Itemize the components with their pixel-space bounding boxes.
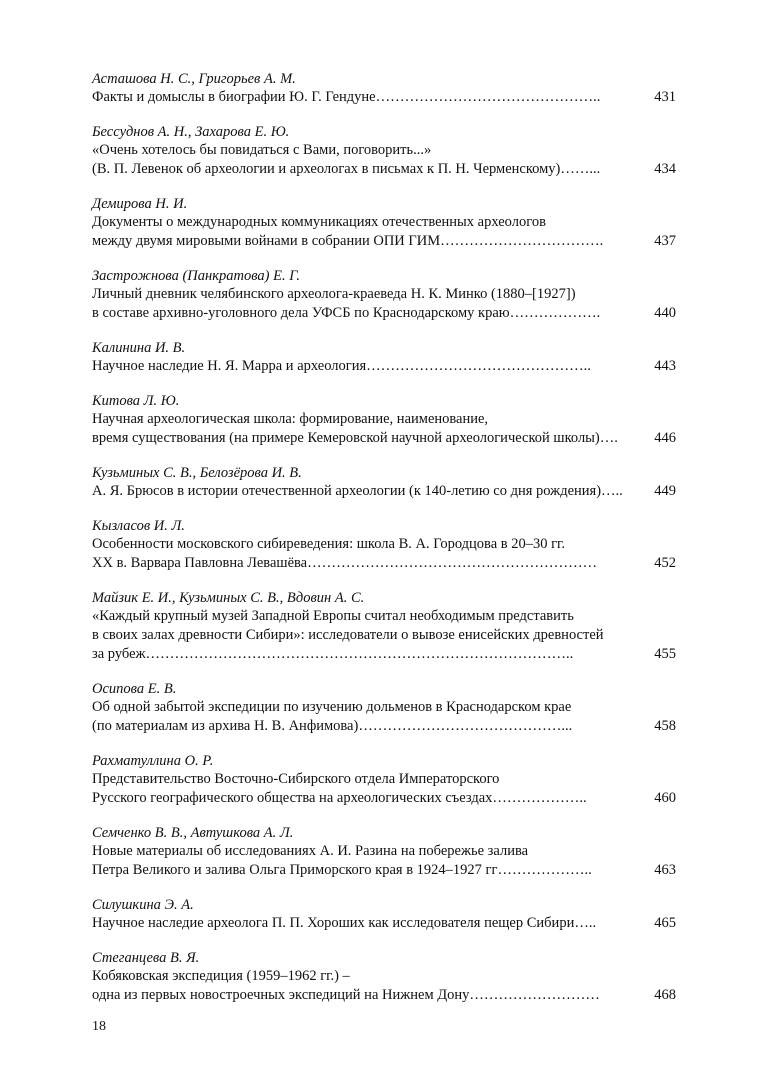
entry-title-text: между двумя мировыми войнами в собрании ОПИ ГИМ……………………………. [92,233,604,249]
entry-title-text: время существования (на примере Кемеровской научной археологической школы)…. [92,430,618,446]
entry-title-line: Документы о международных коммуникациях отечественных археологов [92,214,546,230]
entry-page-number: 452 [654,555,676,571]
toc-entry [92,339,676,376]
entry-title-last-line [92,986,676,1005]
table-of-contents [92,70,676,1021]
toc-entry [92,267,676,323]
entry-authors: Семченко В. В., Автушкова А. Л. [92,825,294,841]
entry-title-text: Научное наследие археолога П. П. Хороших как исследователя пещер Сибири….. [92,915,597,931]
entry-title-last-line [92,482,676,501]
entry-title-text: одна из первых новостроечных экспедиций на Нижнем Дону……………………… [92,987,600,1003]
entry-page-number: 446 [654,430,676,446]
entry-title-text: А. Я. Брюсов в истории отечественной археологии (к 140-летию со дня рождения)….. [92,483,623,499]
entry-title-last-line [92,232,676,251]
entry-title-last-line [92,645,676,664]
entry-authors: Осипова Е. В. [92,681,177,697]
entry-title-line: Об одной забытой экспедиции по изучению дольменов в Краснодарском крае [92,699,572,715]
entry-authors: Майзик Е. И., Кузьминых С. В., Вдовин А. С. [92,590,365,606]
entry-page-number: 458 [654,718,676,734]
entry-title-last-line [92,160,676,179]
entry-authors: Стеганцева В. Я. [92,950,200,966]
entry-title-text: Факты и домыслы в биографии Ю. Г. Гендуне……………………………………….. [92,89,601,105]
entry-title-line: Научная археологическая школа: формирование, наименование, [92,411,489,427]
entry-title-last-line [92,554,676,573]
page-number: 18 [92,1019,106,1034]
toc-entry [92,195,676,251]
toc-entry [92,392,676,448]
toc-entry [92,824,676,880]
entry-title-text: (по материалам из архива Н. В. Анфимова)……………………………………... [92,718,573,734]
entry-authors: Асташова Н. С., Григорьев А. М. [92,71,296,87]
toc-entry [92,70,676,107]
entry-authors: Застрожнова (Панкратова) Е. Г. [92,268,301,284]
entry-page-number: 449 [654,483,676,499]
entry-page-number: 431 [654,89,676,105]
entry-title-line: Новые материалы об исследованиях А. И. Разина на побережье залива [92,843,529,859]
entry-page-number: 455 [654,646,676,662]
entry-authors: Калинина И. В. [92,340,186,356]
entry-title-last-line [92,88,676,107]
entry-authors: Рахматуллина О. Р. [92,753,214,769]
entry-title-text: Петра Великого и залива Ольга Приморского края в 1924–1927 гг……………….. [92,862,592,878]
entry-title-last-line [92,357,676,376]
entry-title-line: Личный дневник челябинского археолога-краеведа Н. К. Минко (1880–[1927]) [92,286,576,302]
entry-title-last-line [92,429,676,448]
entry-title-text: в составе архивно-уголовного дела УФСБ по Краснодарскому краю………………. [92,305,601,321]
entry-title-line: Особенности московского сибиреведения: школа В. А. Городцова в 20–30 гг. [92,536,565,552]
entry-authors: Демирова Н. И. [92,196,188,212]
entry-authors: Силушкина Э. А. [92,897,194,913]
entry-title-line: в своих залах древности Сибири»: исследователи о вывозе енисейских древностей [92,627,604,643]
entry-authors: Кызласов И. Л. [92,518,185,534]
entry-authors: Кузьминых С. В., Белозёрова И. В. [92,465,302,481]
entry-page-number: 440 [654,305,676,321]
entry-title-text: XX в. Варвара Павловна Левашёва…………………………………………………… [92,555,598,571]
entry-page-number: 468 [654,987,676,1003]
toc-entry [92,949,676,1005]
toc-entry [92,123,676,179]
entry-page-number: 437 [654,233,676,249]
entry-authors: Бессуднов А. Н., Захарова Е. Ю. [92,124,290,140]
toc-entry [92,517,676,573]
toc-entry [92,464,676,501]
entry-title-last-line [92,304,676,323]
toc-entry [92,896,676,933]
entry-page-number: 434 [654,161,676,177]
toc-entry [92,680,676,736]
entry-title-last-line [92,789,676,808]
entry-page-number: 443 [654,358,676,374]
entry-title-line: «Очень хотелось бы повидаться с Вами, поговорить...» [92,142,432,158]
toc-entry [92,589,676,664]
entry-title-text: (В. П. Левенок об археологии и археологах в письмах к П. Н. Черменскому)……... [92,161,601,177]
entry-title-text: за рубеж…………………………………………………………………………….. [92,646,574,662]
entry-authors: Китова Л. Ю. [92,393,180,409]
entry-title-line: «Каждый крупный музей Западной Европы считал необходимым представить [92,608,574,624]
entry-page-number: 463 [654,862,676,878]
entry-title-line: Представительство Восточно-Сибирского отдела Императорского [92,771,500,787]
entry-title-last-line [92,861,676,880]
entry-title-line: Кобяковская экспедиция (1959–1962 гг.) – [92,968,350,984]
entry-title-last-line [92,717,676,736]
toc-entry [92,752,676,808]
entry-title-last-line [92,914,676,933]
entry-page-number: 460 [654,790,676,806]
entry-title-text: Русского географического общества на археологических съездах……………….. [92,790,587,806]
entry-title-text: Научное наследие Н. Я. Марра и археология……………………………………….. [92,358,591,374]
entry-page-number: 465 [654,915,676,931]
